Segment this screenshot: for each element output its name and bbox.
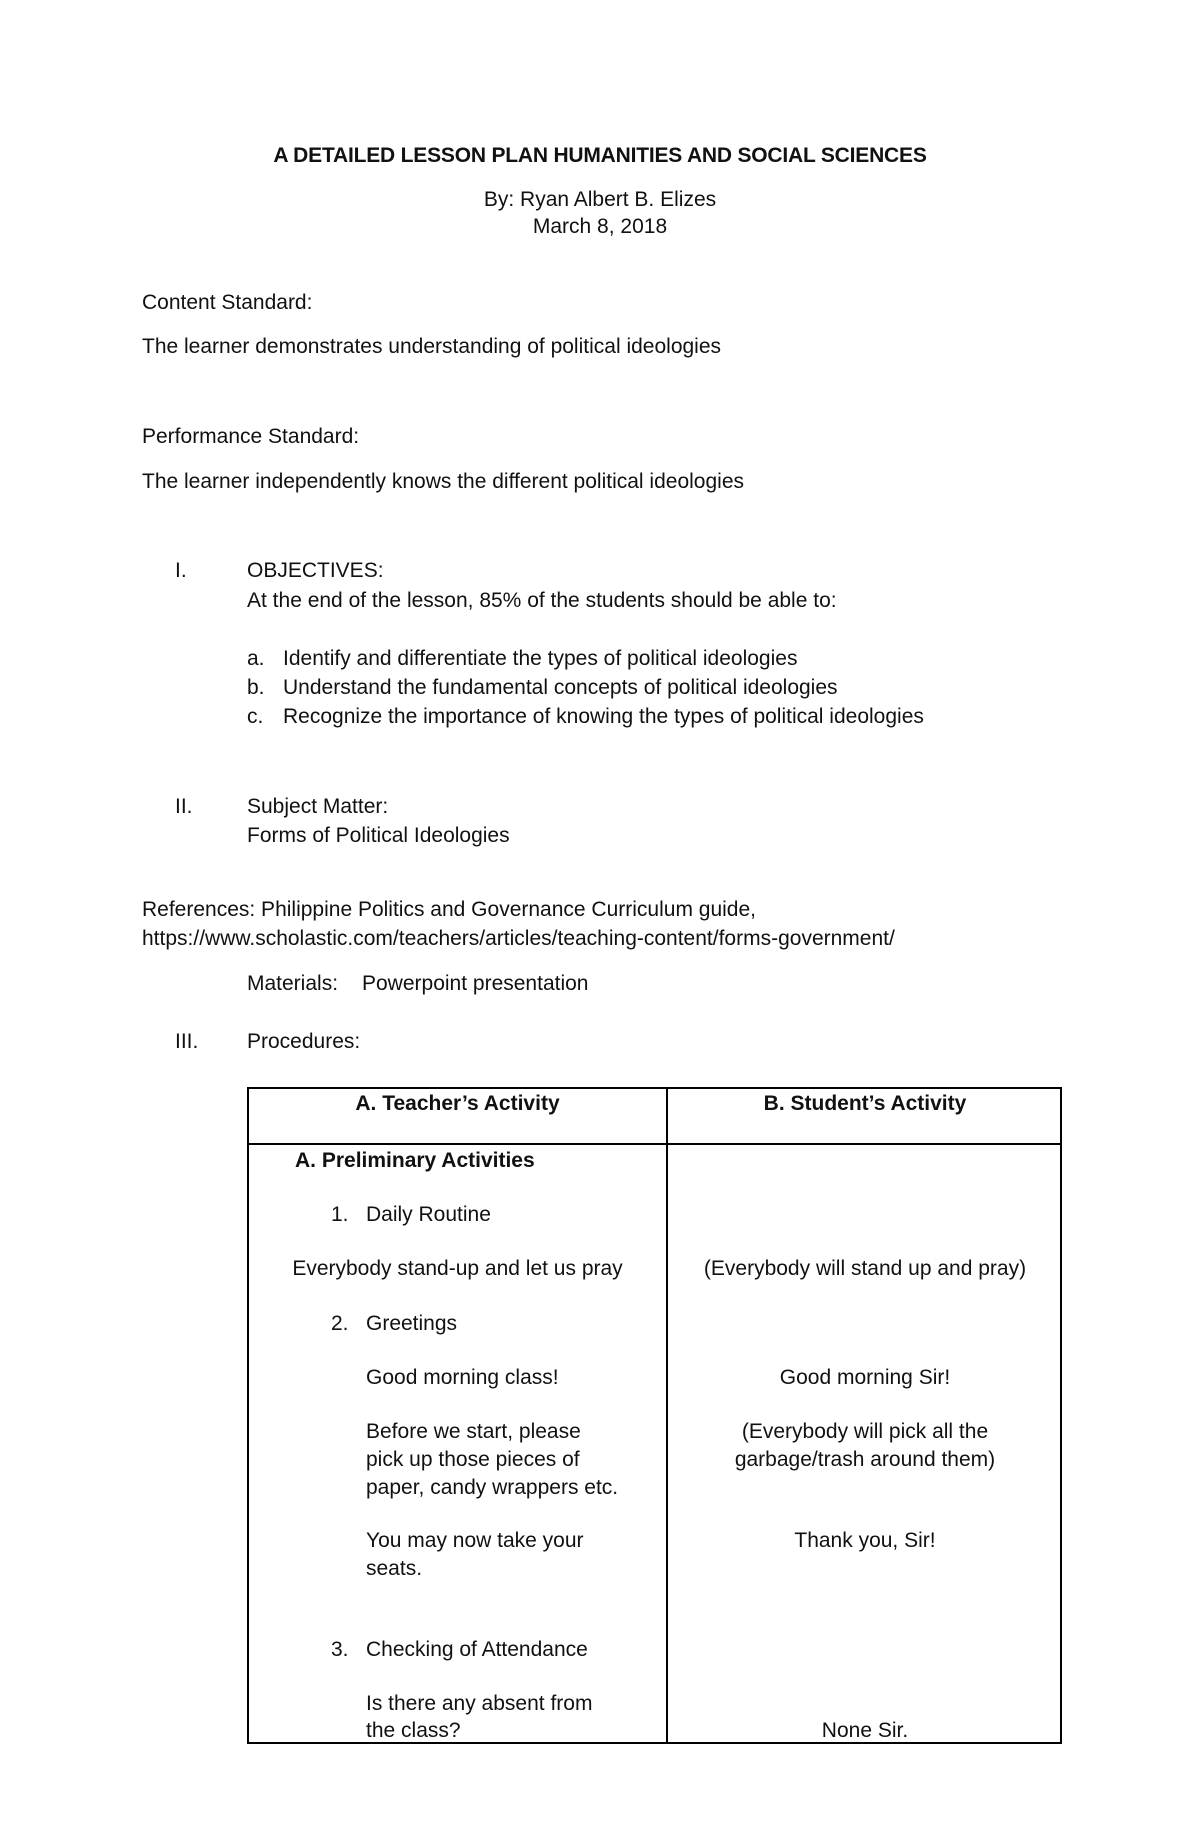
step-2-label: Greetings (366, 1312, 458, 1335)
procedures-numeral: III. (175, 1030, 199, 1053)
objective-a-text: Identify and differentiate the types of political ideologies (283, 647, 798, 670)
absent-teacher-line-1: Is there any absent from (366, 1692, 593, 1715)
date-line: March 8, 2018 (532, 215, 668, 238)
step-1-number: 1. (331, 1203, 349, 1226)
pickup-student-line-2: garbage/trash around them) (734, 1448, 996, 1471)
objective-c-text: Recognize the importance of knowing the types of political ideologies (283, 705, 924, 728)
author-line: By: Ryan Albert B. Elizes (483, 188, 717, 211)
references-url: https://www.scholastic.com/teachers/articles/teaching-content/forms-government/ (142, 927, 895, 950)
step-1-label: Daily Routine (366, 1203, 491, 1226)
absent-teacher-line-2: the class? (366, 1719, 461, 1742)
table-column-divider (666, 1089, 668, 1742)
objective-b-letter: b. (247, 676, 265, 699)
subject-matter-numeral: II. (175, 795, 193, 818)
procedures-heading: Procedures: (247, 1030, 361, 1053)
subject-matter-heading: Subject Matter: (247, 795, 389, 818)
objectives-intro: At the end of the lesson, 85% of the students should be able to: (247, 589, 837, 612)
greet-student: Good morning Sir! (779, 1366, 951, 1389)
pickup-teacher-line-3: paper, candy wrappers etc. (366, 1476, 619, 1499)
absent-student: None Sir. (821, 1719, 909, 1742)
pray-teacher: Everybody stand-up and let us pray (292, 1257, 623, 1280)
step-2-number: 2. (331, 1312, 349, 1335)
objective-c-letter: c. (247, 705, 264, 728)
pickup-student-line-1: (Everybody will pick all the (741, 1420, 989, 1443)
pickup-teacher-line-2: pick up those pieces of (366, 1448, 580, 1471)
materials-value: Powerpoint presentation (362, 972, 589, 995)
performance-standard-text: The learner independently knows the different political ideologies (142, 470, 744, 493)
step-3-label: Checking of Attendance (366, 1638, 588, 1661)
pray-student: (Everybody will stand up and pray) (703, 1257, 1027, 1280)
content-standard-text: The learner demonstrates understanding of political ideologies (142, 335, 722, 358)
table-header-divider (249, 1143, 1060, 1145)
pickup-teacher-line-1: Before we start, please (366, 1420, 581, 1443)
seats-teacher-line-1: You may now take your (366, 1529, 584, 1552)
objective-a-letter: a. (247, 647, 265, 670)
references-line-1: References: Philippine Politics and Governance Curriculum guide, (142, 898, 756, 921)
performance-standard-label: Performance Standard: (142, 425, 360, 448)
procedures-table (247, 1087, 1062, 1744)
subject-matter-text: Forms of Political Ideologies (247, 824, 510, 847)
seats-student: Thank you, Sir! (794, 1529, 936, 1552)
header-student-activity: B. Student’s Activity (763, 1092, 967, 1115)
section-preliminary-activities: A. Preliminary Activities (295, 1149, 535, 1172)
content-standard-label: Content Standard: (142, 291, 313, 314)
objectives-heading: OBJECTIVES: (247, 559, 384, 582)
objective-b-text: Understand the fundamental concepts of political ideologies (283, 676, 838, 699)
materials-label: Materials: (247, 972, 339, 995)
greet-teacher: Good morning class! (366, 1366, 559, 1389)
header-teacher-activity: A. Teacher’s Activity (355, 1092, 560, 1115)
seats-teacher-line-2: seats. (366, 1557, 423, 1580)
document-title: A DETAILED LESSON PLAN HUMANITIES AND SOCIAL SCIENCES (273, 144, 927, 167)
step-3-number: 3. (331, 1638, 349, 1661)
objectives-numeral: I. (175, 559, 187, 582)
